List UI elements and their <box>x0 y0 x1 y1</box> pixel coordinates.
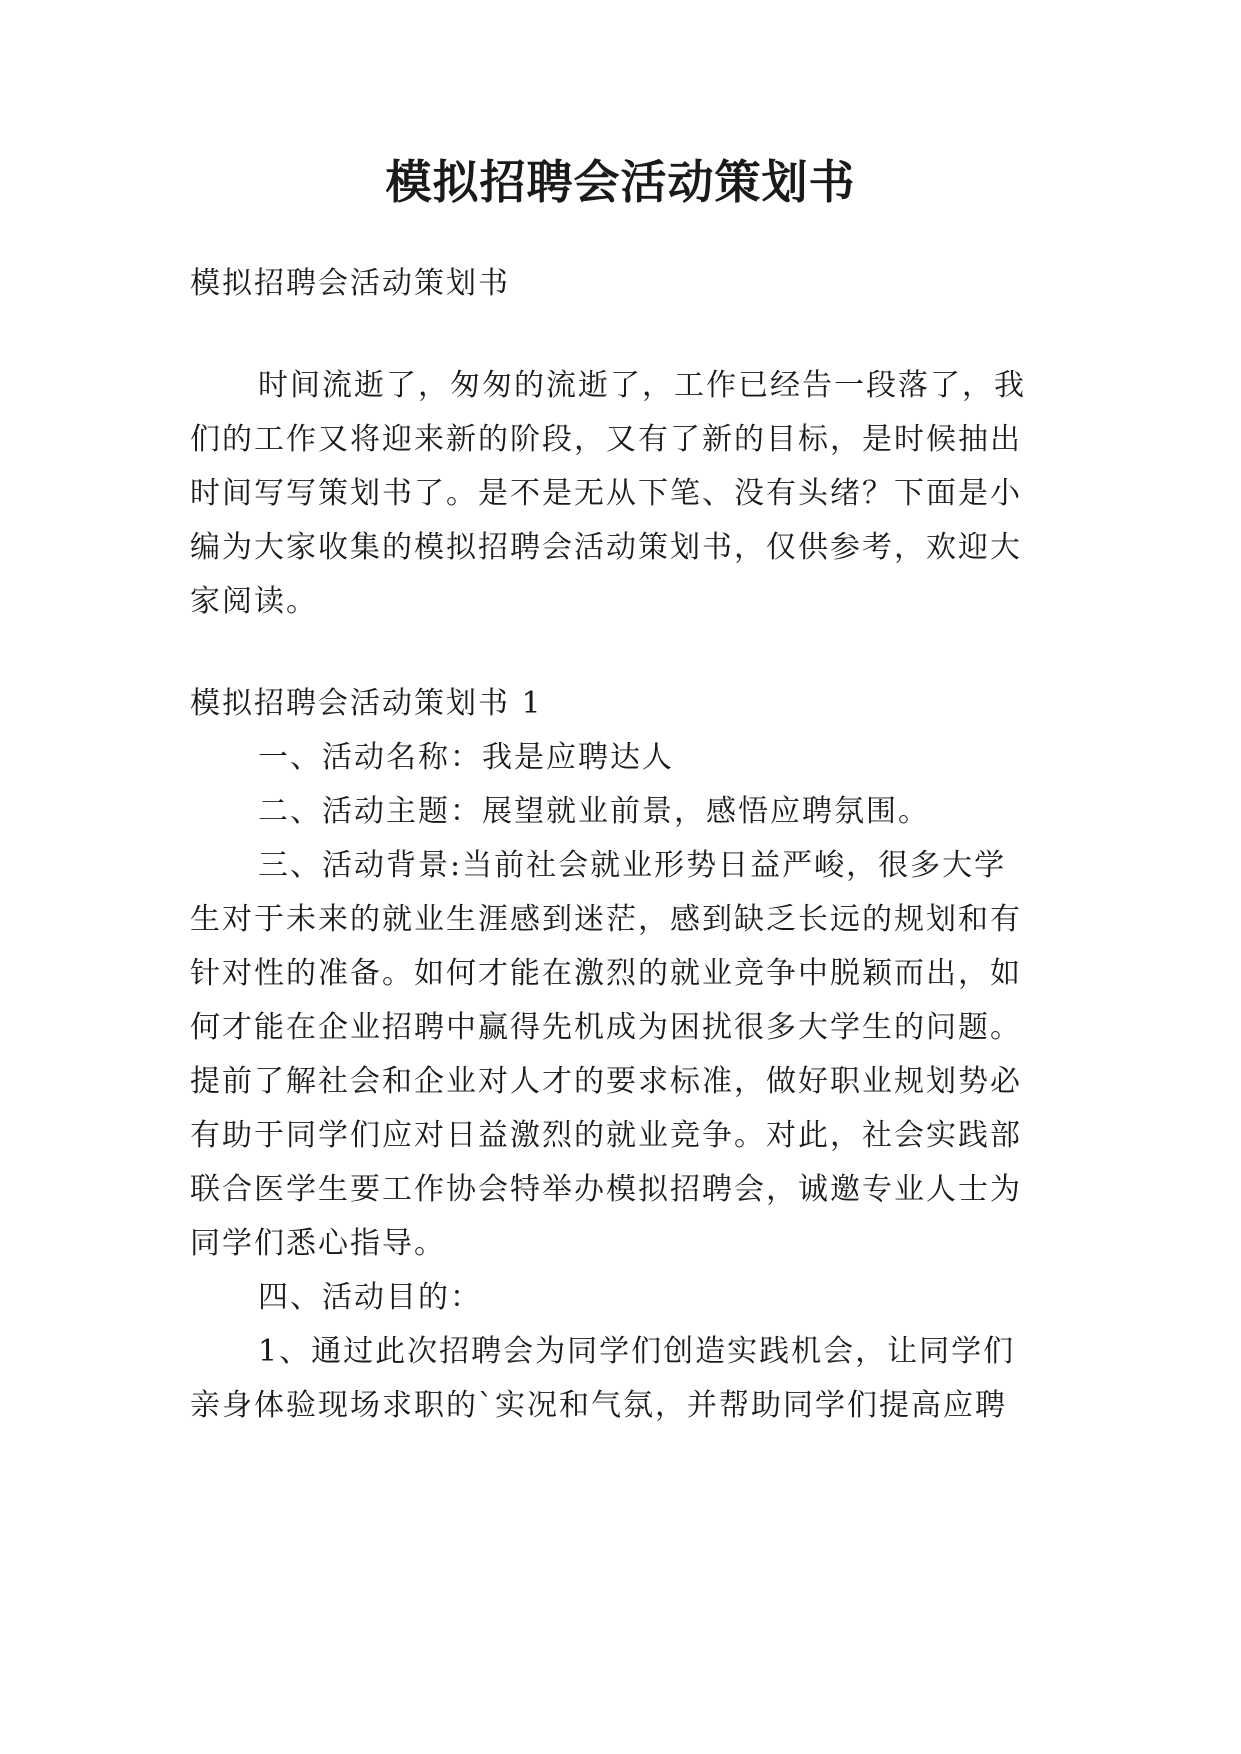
activity-name-item: 一、活动名称：我是应聘达人 <box>258 740 674 775</box>
paragraph-line: 时间写写策划书了。是不是无从下笔、没有头绪？下面是小 <box>190 476 1022 511</box>
document-title: 模拟招聘会活动策划书 <box>385 155 856 209</box>
document-subtitle: 模拟招聘会活动策划书 <box>190 266 510 301</box>
paragraph-line: 有助于同学们应对日益激烈的就业竞争。对此，社会实践部 <box>190 1118 1022 1153</box>
paragraph-line: 生对于未来的就业生涯感到迷茫，感到缺乏长远的规划和有 <box>190 902 1022 937</box>
paragraph-line: 们的工作又将迎来新的阶段，又有了新的目标，是时候抽出 <box>190 422 1022 457</box>
paragraph-line: 提前了解社会和企业对人才的要求标准，做好职业规划势必 <box>190 1064 1022 1099</box>
paragraph-line: 联合医学生要工作协会特举办模拟招聘会，诚邀专业人士为 <box>190 1172 1022 1207</box>
paragraph-line: 编为大家收集的模拟招聘会活动策划书，仅供参考，欢迎大 <box>190 530 1022 565</box>
paragraph-line: 亲身体验现场求职的`实况和气氛，并帮助同学们提高应聘 <box>190 1388 1007 1423</box>
paragraph-line: 时间流逝了，匆匆的流逝了，工作已经告一段落了，我 <box>258 368 1026 403</box>
paragraph-line: 同学们悉心指导。 <box>190 1226 446 1261</box>
paragraph-line: 1、通过此次招聘会为同学们创造实践机会，让同学们 <box>258 1334 1016 1369</box>
paragraph-line: 三、活动背景:当前社会就业形势日益严峻，很多大学 <box>258 848 1007 883</box>
section-heading: 模拟招聘会活动策划书 1 <box>190 686 543 721</box>
activity-theme-item: 二、活动主题：展望就业前景，感悟应聘氛围。 <box>258 794 930 829</box>
paragraph-line: 何才能在企业招聘中赢得先机成为困扰很多大学生的问题。 <box>190 1010 1022 1045</box>
paragraph-line: 家阅读。 <box>190 584 318 619</box>
activity-purpose-heading: 四、活动目的： <box>258 1280 482 1315</box>
paragraph-line: 针对性的准备。如何才能在激烈的就业竞争中脱颖而出，如 <box>190 956 1022 991</box>
